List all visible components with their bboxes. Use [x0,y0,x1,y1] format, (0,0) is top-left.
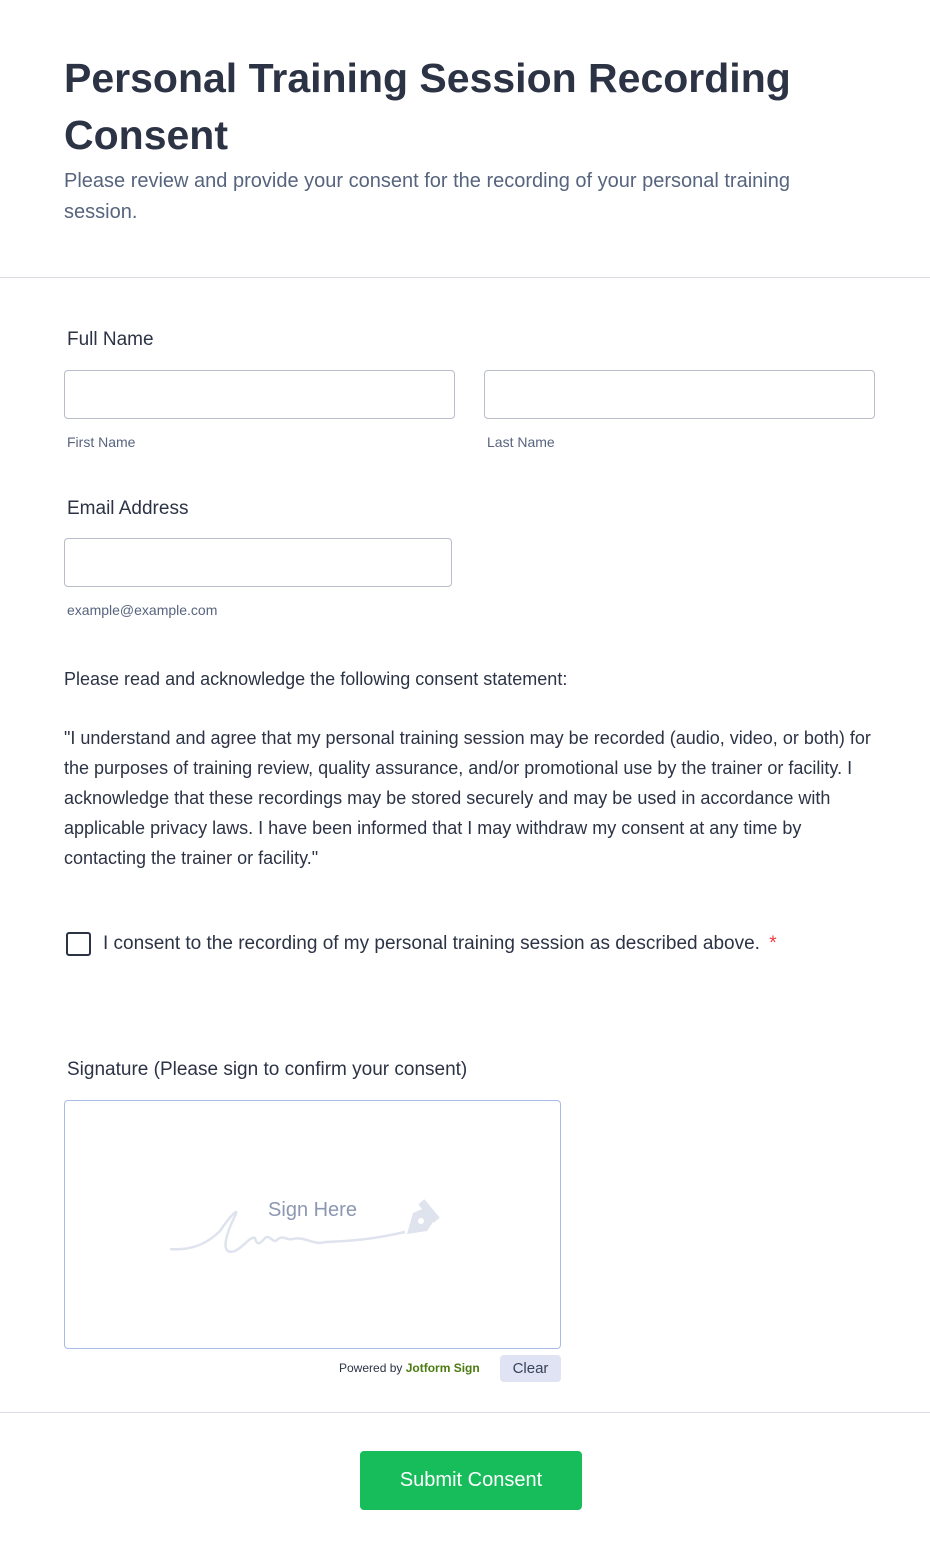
email-label: Email Address [67,498,189,519]
full-name-label: Full Name [67,329,154,350]
page-subtitle: Please review and provide your consent for the recording of your personal training session. [64,170,790,223]
powered-by-text: Powered by [339,1361,403,1375]
last-name-input[interactable] [484,370,875,419]
consent-statement: "I understand and agree that my personal training session may be recorded (audio, video, or both) for the purposes of training review, quality assurance, and/or promotional use by the trainer or facility. I acknowledge that these recordings may be stored securely and may be used in accordance with applicable privacy laws. I have been informed that I may withdraw my consent at any time by contacting the trainer or facility." [64,728,871,868]
first-name-hint: First Name [67,434,136,450]
consent-intro: Please read and acknowledge the following consent statement: [64,669,568,689]
signature-label: Signature (Please sign to confirm your consent) [67,1059,468,1080]
required-mark: * [769,933,777,954]
email-input[interactable] [64,538,452,587]
signature-pad[interactable] [64,1100,561,1349]
page-title: Personal Training Session Recording Consent [64,55,791,158]
powered-by [339,1361,480,1375]
first-name-input[interactable] [64,370,455,419]
email-hint: example@example.com [67,602,218,618]
submit-button[interactable]: Submit Consent [360,1451,582,1510]
divider [0,1412,930,1413]
divider [0,277,930,278]
sign-here-placeholder: Sign Here [268,1199,357,1221]
jotform-sign-brand[interactable]: Jotform Sign [405,1361,480,1375]
consent-checkbox-label: I consent to the recording of my personal training session as described above. [103,933,760,954]
last-name-hint: Last Name [487,434,555,450]
clear-signature-button[interactable]: Clear [500,1355,561,1382]
consent-checkbox-row[interactable] [64,930,784,957]
